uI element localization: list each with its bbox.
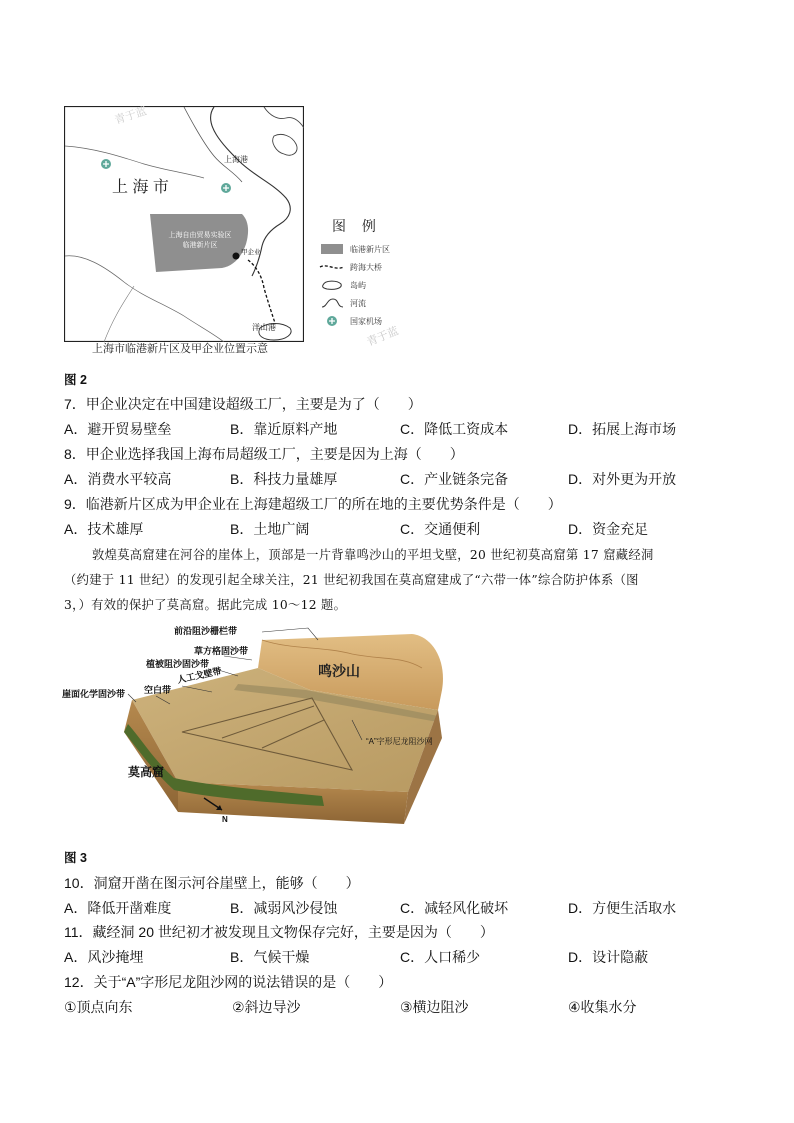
company-marker — [233, 253, 240, 260]
diagram-svg — [62, 620, 482, 832]
zone-label-2: 临港新片区 — [182, 242, 218, 249]
legend-item-bridge — [318, 260, 382, 274]
passage-line-2: （约建于 11 世纪）的发现引起全球关注，21 世纪初我国在莫高窟建成了“六带一体”综合防护体系（图 — [64, 573, 639, 587]
figure3-label: 图 3 — [64, 851, 87, 865]
label-grass-grid: 草方格固沙带 — [194, 646, 249, 656]
option[interactable]: ②斜边导沙 — [232, 999, 301, 1015]
label-blank: 空白带 — [144, 685, 172, 695]
legend-label: 岛屿 — [350, 280, 366, 290]
legend-label: 河流 — [350, 298, 366, 308]
option[interactable]: B．气候干燥 — [230, 949, 310, 965]
question-11-options — [64, 947, 704, 967]
river-icon — [318, 297, 346, 309]
option[interactable]: D．拓展上海市场 — [568, 421, 677, 437]
legend-title: 图 例 — [332, 218, 382, 234]
question-8-options — [64, 469, 704, 489]
question-7: 7．甲企业决定在中国建设超级工厂，主要是为了（ ） — [64, 396, 422, 412]
question-12-options — [64, 997, 704, 1017]
passage-line-1: 敦煌莫高窟建在河谷的崖体上，顶部是一片背靠鸣沙山的平坦戈壁，20 世纪初莫高窟第 17 窟藏经洞 — [92, 548, 654, 562]
option[interactable]: B．减弱风沙侵蚀 — [230, 900, 338, 916]
company-label: 甲企业 — [241, 249, 261, 256]
label-front-fence: 前沿阻沙栅栏带 — [174, 626, 238, 636]
pointer-line — [224, 656, 252, 660]
figure2-label: 图 2 — [64, 373, 87, 387]
map-svg — [64, 106, 304, 342]
option[interactable]: D．设计隐蔽 — [568, 949, 649, 965]
label-cliff-chem: 崖面化学固沙带 — [62, 689, 126, 699]
option[interactable]: C．减轻风化破坏 — [400, 900, 509, 916]
question-10-options — [64, 898, 704, 918]
label-mingsha: 鸣沙山 — [318, 663, 360, 679]
yangshan-label: 洋山港 — [252, 323, 276, 332]
map-legend — [318, 216, 418, 346]
option[interactable]: A．降低开凿难度 — [64, 900, 172, 916]
option[interactable]: C．交通便利 — [400, 521, 481, 537]
label-vegetation: 植被阻沙固沙带 — [146, 659, 210, 669]
option[interactable]: D．资金充足 — [568, 521, 649, 537]
question-9-options — [64, 519, 704, 539]
label-artificial-gobi: 人工戈壁带 — [176, 665, 223, 685]
port-label: 上海港 — [224, 155, 248, 164]
option[interactable]: A．避开贸易壁垒 — [64, 421, 172, 437]
question-9: 9．临港新片区成为甲企业在上海建超级工厂的所在地的主要优势条件是（ ） — [64, 496, 562, 512]
airport-icon — [318, 315, 346, 327]
zone-label-1: 上海自由贸易实验区 — [168, 232, 232, 239]
bridge-line-icon — [318, 261, 346, 273]
option[interactable]: C．人口稀少 — [400, 949, 481, 965]
question-10: 10．洞窟开凿在图示河谷崖壁上，能够（ ） — [64, 875, 360, 891]
option[interactable]: B．科技力量雄厚 — [230, 471, 338, 487]
option[interactable]: B．土地广阔 — [230, 521, 310, 537]
option[interactable]: B．靠近原料产地 — [230, 421, 338, 437]
airport-icon — [101, 159, 111, 169]
legend-label: 国家机场 — [350, 316, 382, 326]
legend-label: 跨海大桥 — [350, 262, 382, 272]
legend-item-zone — [318, 242, 390, 256]
legend-item-river — [318, 296, 366, 310]
option[interactable]: A．消费水平较高 — [64, 471, 172, 487]
legend-label: 临港新片区 — [350, 244, 390, 254]
legend-item-island — [318, 278, 366, 292]
legend-item-airport — [318, 314, 382, 328]
watermark: 青于蓝 — [113, 106, 149, 127]
passage-line-3: 3，）有效的保护了莫高窟。据此完成 10～12 题。 — [64, 598, 347, 612]
option[interactable]: D．对外更为开放 — [568, 471, 677, 487]
label-mogao: 莫高窟 — [128, 765, 165, 779]
map-caption: 上海市临港新片区及甲企业位置示意 — [92, 343, 268, 355]
question-7-options — [64, 419, 704, 439]
option[interactable]: C．产业链条完备 — [400, 471, 509, 487]
option[interactable]: D．方便生活取水 — [568, 900, 677, 916]
option[interactable]: ④收集水分 — [568, 999, 637, 1015]
option[interactable]: ①顶点向东 — [64, 999, 133, 1015]
option[interactable]: A．风沙掩埋 — [64, 949, 144, 965]
shanghai-map — [64, 106, 304, 342]
question-8: 8．甲企业选择我国上海布局超级工厂，主要是因为上海（ ） — [64, 446, 464, 462]
city-label: 上 海 市 — [112, 179, 169, 196]
north-label: N — [222, 815, 228, 824]
watermark: 青于蓝 — [365, 325, 401, 349]
option[interactable]: ③横边阻沙 — [400, 999, 469, 1015]
zone-swatch-icon — [318, 243, 346, 255]
option[interactable]: C．降低工资成本 — [400, 421, 509, 437]
option[interactable]: A．技术雄厚 — [64, 521, 144, 537]
island-icon — [318, 279, 346, 291]
question-12: 12．关于“A”字形尼龙阻沙网的说法错误的是（ ） — [64, 974, 393, 990]
label-net: “A”字形尼龙阻沙网 — [366, 737, 433, 746]
airport-icon — [221, 183, 231, 193]
mogao-protection-diagram — [62, 620, 482, 832]
question-11: 11．藏经洞 20 世纪初才被发现且文物保存完好，主要是因为（ ） — [64, 924, 494, 940]
